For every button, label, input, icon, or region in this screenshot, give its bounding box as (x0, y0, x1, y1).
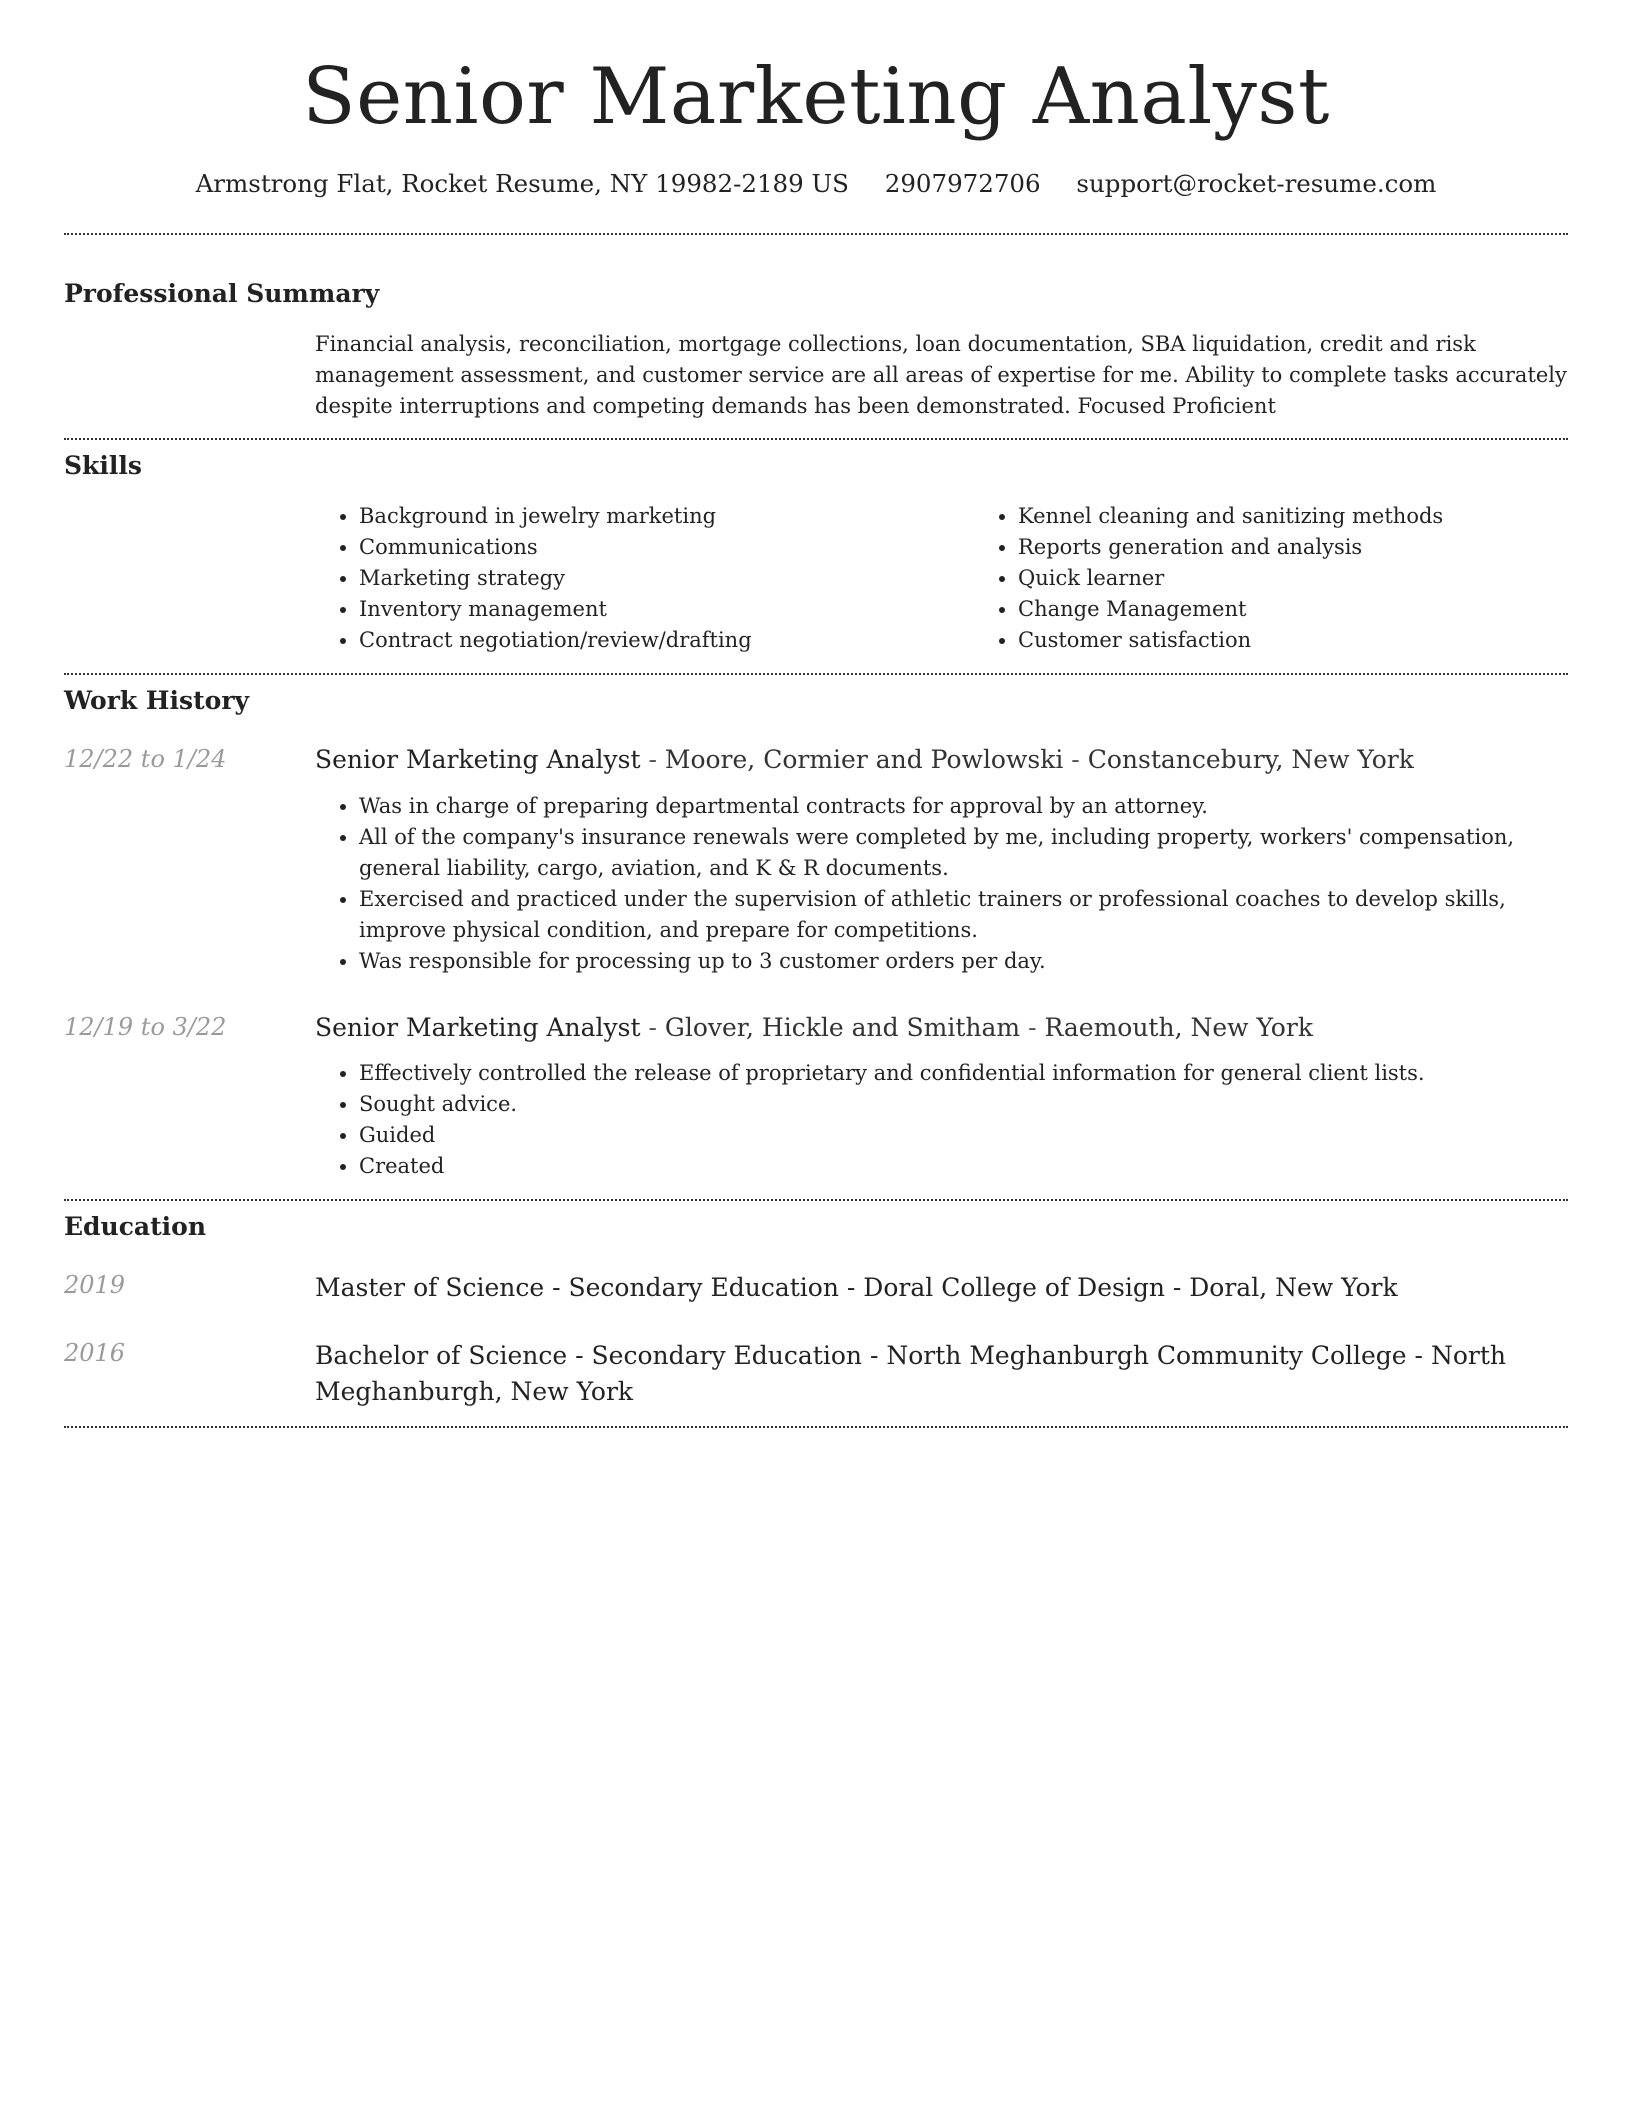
skills-list-right (974, 501, 1632, 656)
work-heading: Work History (64, 686, 250, 716)
job-bullet: • Guided (359, 1120, 1568, 1151)
skills-section (64, 451, 1568, 656)
skills-grid (315, 501, 1632, 656)
education-separator: - (838, 1273, 864, 1303)
job-separator: - (1020, 1012, 1045, 1042)
education-separator: - (1164, 1273, 1190, 1303)
education-separator: - (544, 1273, 569, 1303)
education-section (64, 1212, 1568, 1410)
education-year: 2019 (64, 1271, 126, 1300)
skill-item: • Communications (359, 532, 974, 563)
job-dates: 12/22 to 1/24 (64, 745, 227, 774)
section-divider (64, 1199, 1568, 1201)
skill-item: • Contract negotiation/review/drafting (359, 625, 974, 656)
section-divider (64, 673, 1568, 675)
job-bullet: • Effectively controlled the release of proprietary and confidential information for general client lists. (359, 1058, 1568, 1089)
education-school: North Meghanburgh Community College (886, 1341, 1407, 1371)
education-heading: Education (64, 1212, 207, 1242)
education-separator: - (567, 1341, 592, 1371)
job-entry (64, 744, 1568, 977)
job-bullet: • Sought advice. (359, 1089, 1568, 1120)
skill-item: • Inventory management (359, 594, 974, 625)
job-entry (64, 1012, 1568, 1183)
job-heading (315, 1012, 1568, 1045)
education-entry (64, 1338, 1568, 1410)
skill-item: • Background in jewelry marketing (359, 501, 974, 532)
contact-email: support@rocket-resume.com (1076, 169, 1437, 198)
contact-address: Armstrong Flat, Rocket Resume, NY 19982-2189 US (195, 169, 849, 198)
job-company: Glover, Hickle and Smitham (664, 1012, 1021, 1042)
summary-section (64, 279, 1568, 422)
job-bullets (315, 1058, 1568, 1182)
summary-text: Financial analysis, reconciliation, mortgage collections, loan documentation, SBA liquidation, credit and risk management assessment, and customer service are all areas of expertise for me. Ability to complete tasks accurately despite interruptions and competing demands has been demonstrated. Focused Proficient (315, 332, 1567, 419)
job-separator: - (640, 745, 665, 775)
job-separator: - (640, 1012, 665, 1042)
skill-item: • Kennel cleaning and sanitizing methods (1018, 501, 1632, 532)
job-role: Senior Marketing Analyst (315, 1012, 641, 1042)
education-location: North Meghanburgh, New York (315, 1341, 1506, 1407)
education-field: Secondary Education (568, 1273, 839, 1303)
education-heading-line (315, 1338, 1568, 1410)
job-location: Constancebury, New York (1087, 745, 1414, 775)
education-year: 2016 (64, 1339, 126, 1368)
education-field: Secondary Education (591, 1341, 862, 1371)
work-section (64, 686, 1568, 1182)
section-divider (64, 1426, 1568, 1428)
skill-item: • Quick learner (1018, 563, 1632, 594)
job-heading (315, 744, 1568, 777)
skill-item: • Reports generation and analysis (1018, 532, 1632, 563)
job-separator: - (1063, 745, 1088, 775)
skills-heading: Skills (64, 451, 142, 481)
section-divider (64, 438, 1568, 440)
education-location: Doral, New York (1189, 1273, 1398, 1303)
job-location: Raemouth, New York (1044, 1012, 1313, 1042)
education-school: Doral College of Design (863, 1273, 1165, 1303)
job-bullet: • Was responsible for processing up to 3 customer orders per day. (359, 946, 1568, 977)
job-bullet: • Was in charge of preparing departmental contracts for approval by an attorney. (359, 791, 1568, 822)
education-separator: - (862, 1341, 887, 1371)
job-bullet: • All of the company's insurance renewals were completed by me, including property, workers' compensation, general liability, cargo, aviation, and K & R documents. (359, 822, 1568, 884)
education-heading-line (315, 1270, 1568, 1306)
education-degree: Master of Science (315, 1273, 545, 1303)
contact-phone: 2907972706 (884, 169, 1041, 198)
job-bullet: • Exercised and practiced under the supervision of athletic trainers or professional coaches to develop skills, improve physical condition, and prepare for competitions. (359, 884, 1568, 946)
skills-list-left (315, 501, 974, 656)
job-dates: 12/19 to 3/22 (64, 1012, 227, 1041)
job-company: Moore, Cormier and Powlowski (664, 745, 1064, 775)
summary-heading: Professional Summary (64, 279, 380, 309)
education-separator: - (1406, 1341, 1431, 1371)
education-degree: Bachelor of Science (315, 1341, 568, 1371)
job-bullet: • Created (359, 1151, 1568, 1182)
skill-item: • Change Management (1018, 594, 1632, 625)
education-entry (64, 1270, 1568, 1306)
skill-item: • Marketing strategy (359, 563, 974, 594)
job-bullets (315, 791, 1568, 977)
contact-line (64, 169, 1568, 198)
candidate-name: Senior Marketing Analyst (302, 52, 1330, 142)
job-role: Senior Marketing Analyst (315, 745, 641, 775)
section-divider (64, 233, 1568, 235)
skill-item: • Customer satisfaction (1018, 625, 1632, 656)
